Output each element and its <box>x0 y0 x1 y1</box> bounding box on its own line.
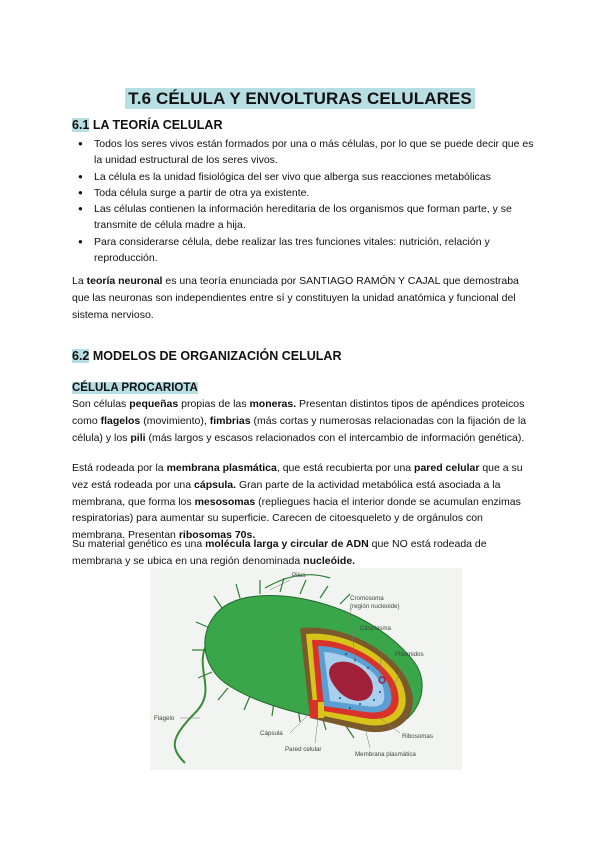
list-item: ● Todos los seres vivos están formados por una o más células, por lo que se puede decir que es la unidad estructural de los seres vivos. <box>72 136 542 169</box>
prokaryote-subheading: CÉLULA PROCARIOTA <box>72 382 198 394</box>
label-flagelo: Flagelo <box>154 715 175 722</box>
prokaryote-paragraph-3: Su material genético es una molécula larga y circular de ADN que NO está rodeada de membrana y se ubica en una región denominada nucleóide. <box>72 538 487 567</box>
list-item: ● La célula es la unidad fisiológica del ser vivo que alberga sus reacciones metabólicas <box>72 169 542 185</box>
list-item: ● Para considerarse célula, debe realizar las tres funciones vitales: nutrición, relación y reproducción. <box>72 234 542 267</box>
label-plasmidos: Plásmidos <box>395 651 424 658</box>
label-pilus: Pilus <box>292 572 306 579</box>
prokaryote-paragraph-1: Son células pequeñas propias de las moneras. Presentan distintos tipos de apéndices proteicos como flagelos (movimiento), fimbrias (más cortas y numerosas relacionadas con la fijación de la célula) y los pili (más largos y escasos relacionados con el intercambio de información genética). <box>72 398 527 444</box>
page-title-text: T.6 CÉLULA Y ENVOLTURAS CELULARES <box>125 88 475 109</box>
neuronal-theory-paragraph: La teoría neuronal es una teoría enunciada por SANTIAGO RAMÓN Y CAJAL que demostraba que las neuronas son independientes entre sí y constituyen la unidad anatómica y funcional del sistema nervioso. <box>72 275 519 321</box>
list-item: ● Las células contienen la información hereditaria de los organismos que forman parte, y se transmite de célula madre a hija. <box>72 201 542 234</box>
section-6-2-heading <box>72 349 341 363</box>
label-nucleoide: (región nucleoide) <box>350 603 400 610</box>
section-heading-text: MODELOS DE ORGANIZACIÓN CELULAR <box>89 349 342 363</box>
section-number: 6.2 <box>72 349 90 363</box>
prokaryote-paragraph-2: Está rodeada por la membrana plasmática, que está recubierta por una pared celular que a su vez está rodeada por una cápsula. Gran parte de la actividad metabólica está asociada a la membrana, que forma los mesosomas (repliegues hacia el interior donde se acumulan enzimas respiratorias) para aumentar su superficie. Carecen de citoesqueleto y de orgánulos con membrana. Presentan ribosomas 70s. <box>72 462 523 542</box>
label-ribosomas: Ribosomas <box>402 733 433 740</box>
label-citoplasma: Citoplasma <box>360 625 391 632</box>
label-membrana-plasmatica: Membrana plasmática <box>355 751 416 758</box>
label-capsula: Cápsula <box>260 730 283 737</box>
section-6-1-heading <box>72 118 222 132</box>
label-pared-celular: Pared celular <box>285 746 322 753</box>
list-item: ● Toda célula surge a partir de otra ya existente. <box>72 185 542 201</box>
section-heading-text: LA TEORÍA CELULAR <box>89 118 223 132</box>
term: teoría neuronal <box>86 275 163 287</box>
section-number: 6.1 <box>72 118 90 132</box>
cell-theory-list <box>72 136 542 266</box>
label-cromosoma: Cromosoma <box>350 595 384 602</box>
page-title <box>0 89 600 109</box>
prokaryotic-cell-diagram <box>150 568 462 770</box>
